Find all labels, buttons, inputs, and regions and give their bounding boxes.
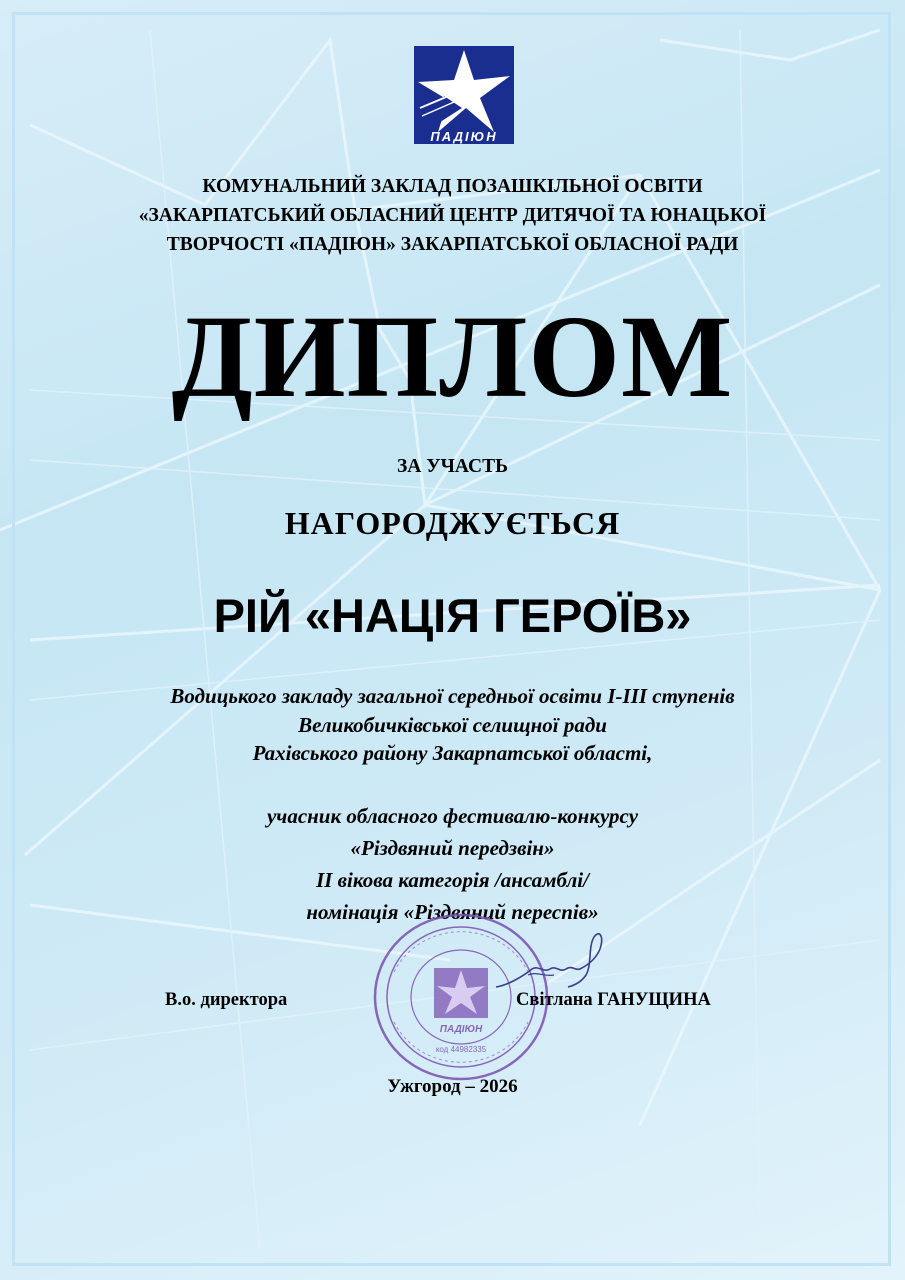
institution-line-1: КОМУНАЛЬНИЙ ЗАКЛАД ПОЗАШКІЛЬНОЇ ОСВІТИ: [202, 176, 703, 197]
signer-name: Світлана ГАНУЩИНА: [516, 990, 711, 1010]
contest-line-1: учасник обласного фестивалю-конкурсу: [266, 804, 639, 828]
school-line-1: Водицького закладу загальної середньої освіти І-ІІІ ступенів: [170, 684, 735, 708]
contest-line-3: ІІ вікова категорія /ансамблі/: [316, 868, 589, 892]
contest-line-2: «Різдвяний передзвін»: [350, 836, 555, 860]
contest-line-4: номінація «Різдвяний переспів»: [306, 900, 599, 924]
stamp-inner-text: ПАДІЮН: [439, 1024, 483, 1035]
star-logo-icon: [414, 46, 514, 144]
city-year: Ужгород – 2026: [387, 1076, 518, 1097]
contest-details: [0, 800, 905, 928]
school-details: [0, 682, 905, 768]
institution-line-3: ТВОРЧОСТІ «ПАДІЮН» ЗАКАРПАТСЬКОЇ ОБЛАСНОЇ РАДИ: [166, 234, 739, 255]
stamp-code: код 44982335: [435, 1045, 487, 1054]
institution-name: [0, 172, 905, 259]
logo-text: ПАДІЮН: [430, 129, 498, 144]
institution-line-2: «ЗАКАРПАТСЬКИЙ ОБЛАСНИЙ ЦЕНТР ДИТЯЧОЇ ТА ЮНАЦЬКОЇ: [138, 205, 767, 226]
recipient-name: РІЙ «НАЦІЯ ГЕРОЇВ»: [213, 589, 692, 642]
diploma-title: ДИПЛОМ: [171, 291, 734, 422]
school-line-2: Великобичківської селищної ради: [298, 712, 607, 737]
awarded-label: НАГОРОДЖУЄТЬСЯ: [284, 505, 621, 541]
for-participation-label: ЗА УЧАСТЬ: [397, 456, 508, 477]
school-line-3: Рахівського району Закарпатської області,: [252, 741, 653, 765]
signer-position: В.о. директора: [165, 990, 288, 1010]
